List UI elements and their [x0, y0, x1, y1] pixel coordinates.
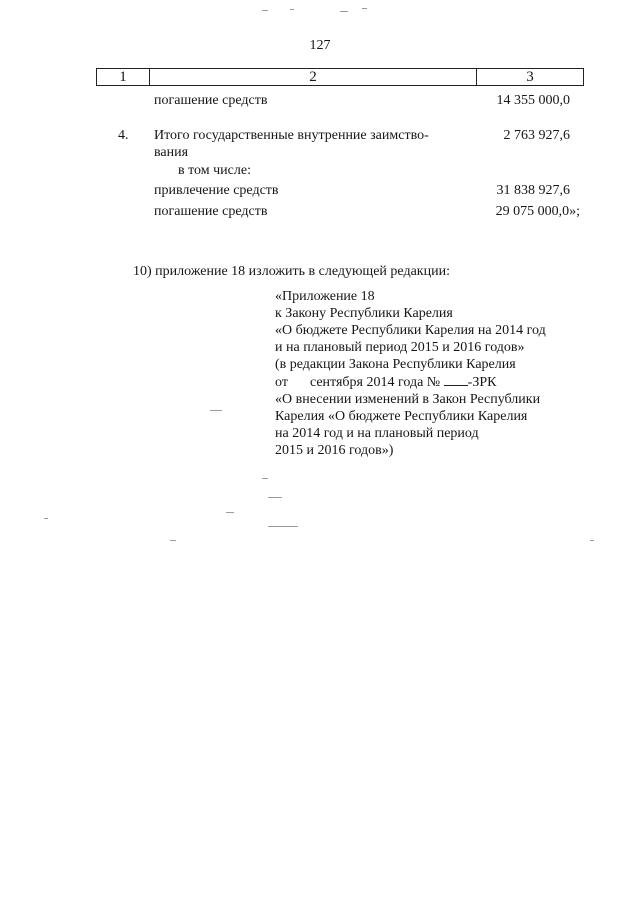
scan-speck	[268, 497, 282, 498]
appendix-line: (в редакции Закона Республики Карелия	[275, 357, 516, 372]
scan-speck	[262, 478, 268, 479]
row-repayment-label: погашение средств	[154, 93, 268, 108]
date-prefix: от	[275, 375, 288, 390]
scan-speck	[268, 526, 298, 527]
scan-speck	[170, 540, 176, 541]
appendix-line: «О внесении изменений в Закон Республики	[275, 392, 541, 407]
row-repayment2-amount: 29 075 000,0»;	[495, 204, 580, 219]
scan-speck	[226, 512, 234, 513]
scan-speck	[590, 540, 594, 541]
instruction-paragraph: 10) приложение 18 изложить в следующей редакции:	[133, 264, 450, 279]
appendix-line: и на плановый период 2015 и 2016 годов»	[275, 340, 525, 355]
row-repayment-amount: 14 355 000,0	[496, 93, 570, 108]
column-number-3: 3	[526, 69, 534, 85]
column-number-2: 2	[150, 69, 477, 85]
appendix-line: на 2014 год и на плановый период	[275, 426, 479, 441]
row-including-label: в том числе:	[178, 163, 251, 178]
date-middle: сентября 2014 года №	[309, 375, 441, 390]
page-number: 127	[309, 38, 331, 53]
appendix-line: «Приложение 18	[275, 289, 375, 304]
scan-speck	[44, 518, 48, 519]
scan-speck	[362, 8, 367, 9]
scan-speck	[262, 10, 268, 11]
row-total-amount: 2 763 927,6	[503, 128, 570, 143]
appendix-heading-block	[275, 288, 595, 459]
scan-speck	[340, 11, 348, 12]
row-total-title-line2: вания	[154, 145, 189, 160]
column-number-1: 1	[97, 69, 150, 85]
appendix-line: 2015 и 2016 годов»)	[275, 443, 394, 458]
row-total-title-line1: Итого государственные внутренние заимство-	[154, 128, 429, 143]
scan-speck	[210, 410, 222, 411]
row-attraction-amount: 31 838 927,6	[496, 183, 570, 198]
row-repayment2-label: погашение средств	[154, 204, 268, 219]
appendix-date-line	[275, 373, 595, 391]
law-number-blank	[444, 373, 468, 386]
date-suffix: -ЗРК	[467, 375, 497, 390]
table-column-header	[96, 68, 584, 86]
appendix-line: к Закону Республики Карелия	[275, 306, 453, 321]
scan-speck	[290, 9, 294, 10]
appendix-line: «О бюджете Республики Карелия на 2014 год	[275, 323, 546, 338]
row-attraction-label: привлечение средств	[154, 183, 279, 198]
appendix-line: Карелия «О бюджете Республики Карелия	[275, 409, 528, 424]
row-item-number: 4.	[118, 128, 129, 143]
